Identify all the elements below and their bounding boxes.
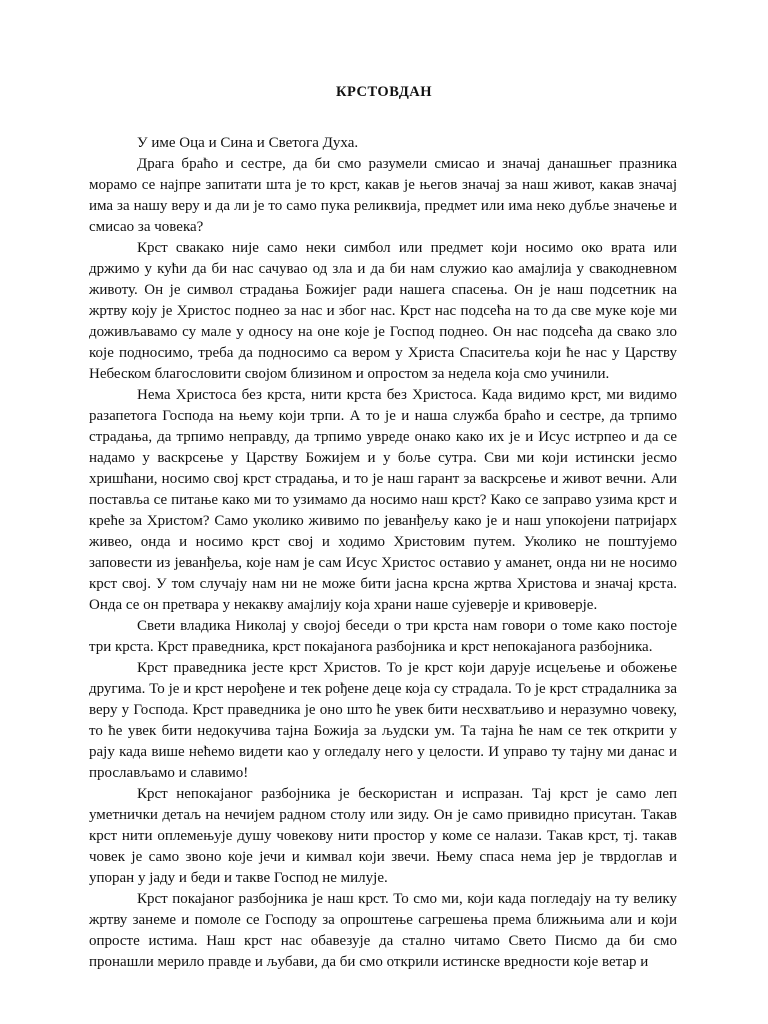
paragraph: У име Оца и Сина и Светога Духа. xyxy=(137,135,359,151)
paragraph: Крст праведника јесте крст Христов. То је крст који дарује исцељење и обожење другима. То је и крст нерођене и тек рођене деце која су страдала. То је крст страдалника за веру у Господа. Крст праведника је оно што ће увек бити несхватљиво и неразумно човеку, то ће увек бити недокучива тајна Божија за људски ум. Та тајна ће нам се тек открити у рају када више нећемо видети као у огледалу него у целости. И управо ту тајну ми данас и прослављамо и славимо! xyxy=(89,660,677,781)
paragraph: Крст покајаног разбојника је наш крст. То смо ми, који када погледају на ту велику жртву занеме и помоле се Господу за опроштење сагрешења према ближњима али и који опросте истима. Наш крст нас обавезује да стално читамо Свето Писмо да би смо пронашли мерило правде и љубави, да би смо открили истинске вредности које ветар и xyxy=(89,891,677,970)
document-body xyxy=(89,133,677,973)
paragraph: Крст непокајаног разбојника је бескористан и испразан. Тај крст је само леп уметнички детаљ на нечијем радном столу или зиду. Он је само привидно присутан. Такав крст нити оплемењује душу човекову нити простор у коме се налази. Такав крст, тј. такав човек је само звоно које јечи и кимвал који звечи. Њему спаса нема јер је тврдоглав и упоран у јаду и беди и такве Господ не милује. xyxy=(89,786,677,886)
paragraph: Драга браћо и сестре, да би смо разумели смисао и значај данашњег празника морамо се најпре запитати шта је то крст, какав је његов значај за наш живот, какав значај има за нашу веру и да ли је то само пука реликвија, предмет или има неко дубље значење и смисао за човека? xyxy=(89,156,677,235)
paragraph: Нема Христоса без крста, нити крста без Христоса. Када видимо крст, ми видимо разапетога Господа на њему који трпи. А то је и наша служба браћо и сестре, да трпимо страдања, да трпимо неправду, да трпимо увреде онако како их је и Исус истрпео и да се надамо у васкрсење у Царству Божијем и у боље сутра. Сви ми који истински јесмо хришћани, носимо свој крст страдања, и то је наш гарант за васкрсење и живот вечни. Али поставља се питање како ми то узимамо да носимо наш крст? Како се заправо узима крст и креће за Христом? Само уколико живимо по јеванђељу како је и наш упокојени патријарх живео, онда и носимо крст свој и ходимо Христовим путем. Уколико не поштујемо заповести из јеванђеља, које нам је сам Исус Христос оставио у аманет, онда ни не носимо крст свој. У том случају нам ни не може бити јасна крсна жртва Христова и значај крста. Онда се он претвара у некакву амајлију која храни наше сујеверје и кривоверје. xyxy=(89,387,677,613)
paragraph: Свети владика Николај у својој беседи о три крста нам говори о томе како постоје три крста. Крст праведника, крст покајанога разбојника и крст непокајанога разбојника. xyxy=(89,618,677,655)
paragraph: Крст свакако није само неки симбол или предмет који носимо око врата или држимо у кући да би нас сачувао од зла и да би нам служио као амајлија у свакодневном животу. Он је символ страдања Божијег ради нашега спасења. Он је наш подсетник на жртву коју је Христос поднео за нас и због нас. Крст нас подсећа на то да све муке које ми доживљавамо су мале у односу на оне које је Господ поднео. Он нас подсећа да свако зло које подносимо, треба да подносимо са вером у Христа Спаситеља који ће нас у Царству Небеском благословити својом близином и опростом за недела која смо учинили. xyxy=(89,240,677,382)
document-title: КРСТОВДАН xyxy=(335,84,433,100)
